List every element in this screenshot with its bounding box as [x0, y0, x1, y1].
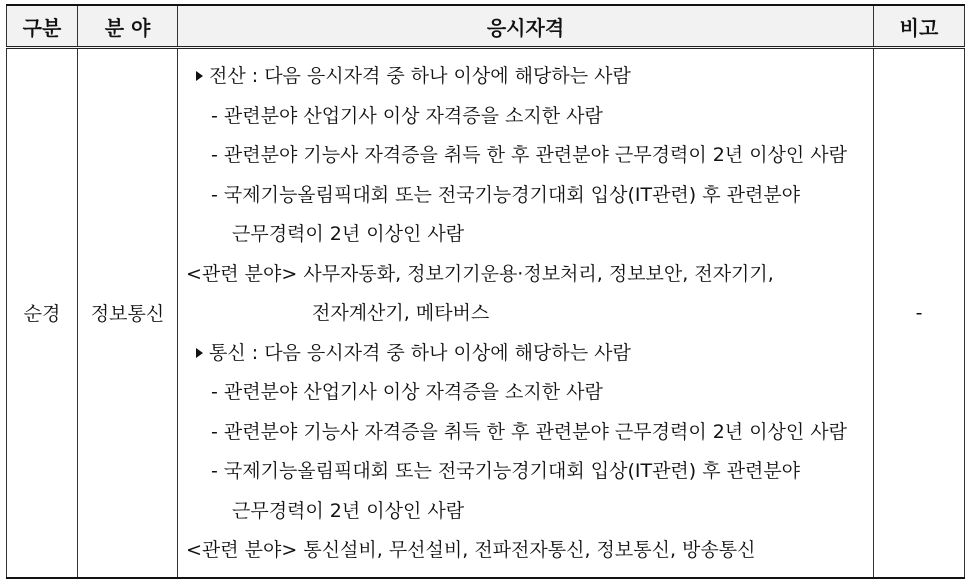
list-item: - 국제기능올림픽대회 또는 전국기능경기대회 입상(IT관련) 후 관련분야 [211, 460, 801, 482]
category-cell: 순경 [7, 48, 78, 578]
list-item-continuation: 근무경력이 2년 이상인 사람 [232, 499, 465, 522]
qualification-table [6, 4, 965, 579]
list-item: - 관련분야 기능사 자격증을 취득 한 후 관련분야 근무경력이 2년 이상인 사람 [211, 144, 848, 166]
table-row [7, 48, 965, 578]
list-item: - 관련분야 산업기사 이상 자격증을 소지한 사람 [211, 104, 603, 127]
related-fields-continuation: 전자계산기, 메타버스 [312, 302, 490, 324]
line-text: 통신 : 다음 응시자격 중 하나 이상에 해당하는 사람 [209, 341, 631, 364]
section-heading-computing [186, 63, 873, 103]
triangle-bullet-icon [196, 71, 203, 81]
list-item: - 국제기능올림픽대회 또는 전국기능경기대회 입상(IT관련) 후 관련분야 [211, 183, 801, 206]
remark-cell: - [874, 48, 965, 578]
header-qualification: 응시자격 [178, 5, 874, 48]
field-cell: 정보통신 [78, 48, 178, 578]
list-item: - 관련분야 산업기사 이상 자격증을 소지한 사람 [211, 381, 603, 403]
triangle-bullet-icon [196, 348, 203, 358]
list-item-continuation: 근무경력이 2년 이상인 사람 [232, 223, 465, 245]
header-category: 구분 [7, 5, 78, 48]
related-fields-telecom: <관련 분야> 통신설비, 무선설비, 전파전자통신, 정보통신, 방송통신 [186, 539, 756, 561]
qualification-cell [178, 48, 874, 578]
header-field: 분 야 [78, 5, 178, 48]
section-heading-telecom [186, 340, 873, 380]
header-remark: 비고 [874, 5, 965, 48]
table-header-row [7, 5, 965, 48]
line-text: 전산 : 다음 응시자격 중 하나 이상에 해당하는 사람 [209, 65, 631, 87]
list-item: - 관련분야 기능사 자격증을 취득 한 후 관련분야 근무경력이 2년 이상인 사람 [211, 420, 848, 443]
related-fields-computing: <관련 분야> 사무자동화, 정보기기운용·정보처리, 정보보안, 전자기기, [186, 262, 774, 285]
